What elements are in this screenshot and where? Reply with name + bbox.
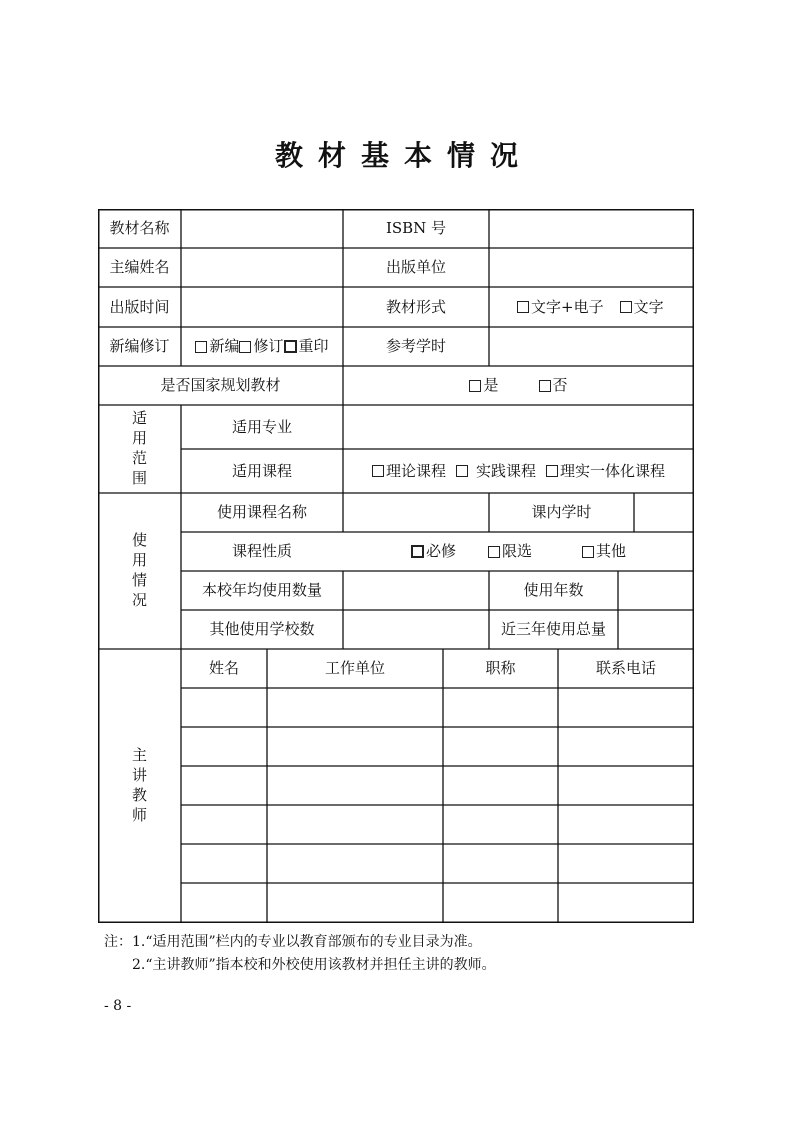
label-class-hours: 课内学时 [531,503,592,521]
vertical-label-char: 情 [131,571,147,589]
label-course-nature: 课程性质 [231,542,292,560]
isbn-field[interactable] [489,209,694,248]
header-phone: 联系电话 [595,659,656,677]
label-other-schools: 其他使用学校数 [209,620,315,638]
label-applicable-course: 适用课程 [231,461,292,480]
other-schools-field[interactable] [343,610,489,649]
label-usage [98,493,181,649]
vertical-label-char: 主 [131,746,147,765]
textbook-name-field[interactable] [181,209,343,248]
revision-options [181,327,343,366]
header-name: 姓名 [208,659,239,677]
label-pub-time: 出版时间 [109,297,170,316]
vertical-label-char: 况 [131,590,147,609]
three-year-total-field[interactable] [618,610,694,649]
label-usage-years: 使用年数 [523,581,584,599]
checkbox-icon [195,341,207,353]
note-line-2: 2.“主讲教师”指本校和外校使用该教材并担任主讲的教师。 [132,957,496,973]
pub-time-field[interactable] [181,287,343,327]
vertical-label-char: 用 [131,551,147,570]
checkbox-icon [469,380,481,392]
checkbox-icon [411,545,424,558]
ref-hours-field[interactable] [489,327,694,366]
checkbox-icon [372,465,384,477]
header-work-unit: 工作单位 [324,659,385,677]
form-option-text[interactable]: 文字 [620,300,664,315]
checkbox-icon [546,465,558,477]
course-option-theory[interactable]: 理论课程 [372,464,446,479]
nature-option-required[interactable]: 必修 [411,544,456,559]
note-line-1: 注：1.“适用范围”栏内的专业以教育部颁布的专业目录为准。 [104,934,482,950]
label-revision: 新编修订 [109,337,170,355]
label-scope [98,405,181,493]
usage-years-field[interactable] [618,571,694,610]
nature-option-other[interactable]: 其他 [582,544,626,559]
page-number: - 8 - [104,998,132,1014]
national-plan-options [343,366,694,405]
checkbox-icon [582,546,594,558]
info-table [98,209,694,923]
page-title: 教材基本情况 [274,139,533,172]
revision-option-revise[interactable]: 修订 [239,339,283,354]
checkbox-icon [284,340,297,353]
course-name-field[interactable] [343,493,489,532]
checkbox-icon [539,380,551,392]
vertical-label-char: 师 [131,805,147,824]
national-plan-yes[interactable]: 是 [469,378,498,393]
nature-option-limited[interactable]: 限选 [488,544,532,559]
vertical-label-char: 围 [131,468,147,487]
header-title: 职称 [485,659,516,677]
label-teachers [98,649,181,923]
form-options [489,287,694,327]
checkbox-icon [456,465,468,477]
label-applicable-major: 适用专业 [231,417,292,436]
vertical-label-char: 用 [131,429,147,448]
label-form: 教材形式 [385,297,446,316]
course-option-integrated[interactable]: 理实一体化课程 [546,464,665,479]
revision-option-reprint[interactable]: 重印 [284,339,329,354]
label-annual-count: 本校年均使用数量 [201,581,322,599]
label-three-year-total: 近三年使用总量 [500,620,606,638]
form-option-text-electronic[interactable]: 文字+电子 [517,300,604,315]
checkbox-icon [517,301,529,313]
vertical-label-char: 讲 [131,766,147,785]
label-publisher: 出版单位 [385,258,446,276]
vertical-label-char: 适 [131,409,147,428]
label-textbook-name: 教材名称 [109,219,170,237]
label-national-plan: 是否国家规划教材 [160,376,281,394]
checkbox-icon [239,341,251,353]
label-ref-hours: 参考学时 [385,337,446,355]
editor-field[interactable] [181,248,343,287]
course-options [343,449,694,493]
annual-count-field[interactable] [343,571,489,610]
label-editor: 主编姓名 [109,258,170,276]
label-course-name: 使用课程名称 [216,503,307,521]
checkbox-icon [620,301,632,313]
label-isbn: ISBN 号 [385,219,447,237]
vertical-label-char: 范 [131,449,147,467]
vertical-label-char: 使 [131,531,147,550]
nature-options [343,532,694,571]
vertical-label-char: 教 [131,786,147,804]
course-option-practice[interactable]: 实践课程 [456,464,536,479]
revision-option-new[interactable]: 新编 [195,339,239,354]
applicable-major-field[interactable] [343,405,694,449]
publisher-field[interactable] [489,248,694,287]
national-plan-no[interactable]: 否 [539,378,568,393]
class-hours-field[interactable] [634,493,694,532]
checkbox-icon [488,546,500,558]
